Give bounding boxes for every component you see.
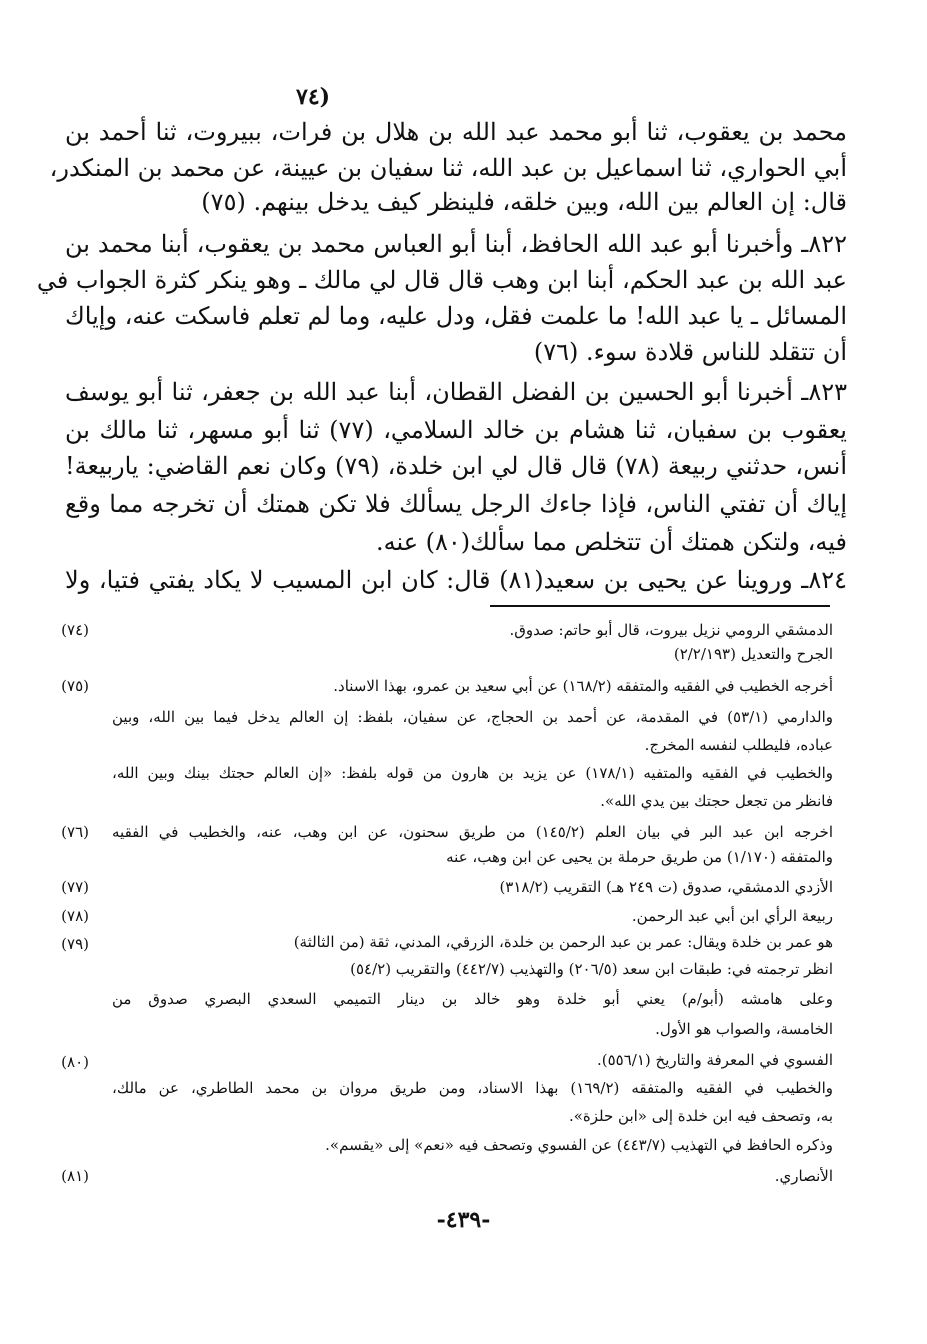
footnote-line: الدمشقي الرومي نزيل بيروت، قال أبو حاتم: صدوق. bbox=[509, 621, 833, 639]
text-line: محمد بن يعقوب، ثنا أبو محمد عبد الله بن هلال بن فرات، ببيروت، ثنا أحمد بن bbox=[65, 118, 847, 146]
page-marker: (٧٤ bbox=[296, 84, 331, 110]
text-line: عبد الله بن عبد الحكم، أبنا ابن وهب قال قال لي مالك ـ وهو ينكر كثرة الجواب في bbox=[36, 266, 847, 294]
text-line: ٨٢٤ـ وروينا عن يحيى بن سعيد(٨١) قال: كان ابن المسيب لا يكاد يفتي فتيا، ولا bbox=[65, 566, 847, 594]
footnote-divider bbox=[490, 605, 830, 607]
footnote-line: هو عمر بن خلدة ويقال: عمر بن عبد الرحمن بن خلدة، الزرقي، المدني، ثقة (من الثالثة) bbox=[293, 933, 833, 951]
footnote-line: وعلى هامشه (أبو/م) يعني أبو خلدة وهو خالد بن دينار التميمي السعدي البصري صدوق من bbox=[112, 990, 833, 1008]
footnote-number: (٧٦) bbox=[61, 823, 89, 841]
footnote-number: (٧٧) bbox=[61, 878, 89, 896]
footnote-line: الفسوي في المعرفة والتاريخ (٥٥٦/١). bbox=[596, 1051, 833, 1069]
footnote-line: والمتفقه (١/١٧٠) من طريق حرملة بن يحيى عن ابن وهب، عنه bbox=[446, 848, 833, 866]
footnote-line: به، وتصحف فيه ابن خلدة إلى «ابن حلزة». bbox=[568, 1107, 833, 1125]
footnote-line: اخرجه ابن عبد البر في بيان العلم (١٤٥/٢) من طريق سحنون، عن ابن وهب، عنه، والخطيب في الفقيه bbox=[112, 823, 833, 841]
footnote-number: (٧٤) bbox=[61, 621, 89, 639]
footnote-line: والخطيب في الفقيه والمتفقه (١٦٩/٢) بهذا الاسناد، ومن طريق مروان بن محمد الطاطري، عن مالك، bbox=[112, 1079, 834, 1097]
footnote-line: انظر ترجمته في: طبقات ابن سعد (٢٠٦/٥) والتهذيب (٤٤٢/٧) والتقريب (٥٤/٢) bbox=[350, 960, 833, 978]
footnote-number: (٧٥) bbox=[61, 677, 89, 695]
footnote-line: عباده، فليطلب لنفسه المخرج. bbox=[644, 736, 833, 754]
footnote-line: والخطيب في الفقيه والمتفيه (١٧٨/١) عن يزيد بن هارون من قوله بلفظ: «إن العالم حجتك بينك وبين الله، bbox=[112, 764, 833, 782]
text-line: ٨٢٣ـ أخبرنا أبو الحسين بن الفضل القطان، أبنا عبد الله بن جعفر، ثنا أبو يوسف bbox=[65, 378, 847, 406]
footnote-number: (٧٨) bbox=[61, 907, 89, 925]
footnote-number: (٧٩) bbox=[61, 935, 89, 953]
footnote-line: فانظر من تجعل حجتك بين يدي الله». bbox=[600, 792, 833, 810]
text-line: يعقوب بن سفيان، ثنا هشام بن خالد السلامي، (٧٧) ثنا أبو مسهر، ثنا مالك بن bbox=[65, 416, 847, 444]
text-line: فيه، ولتكن همتك أن تتخلص مما سألك(٨٠) عنه. bbox=[375, 528, 847, 556]
page-number: -٤٣٩- bbox=[436, 1207, 491, 1233]
footnote-line: وذكره الحافظ في التهذيب (٤٤٣/٧) عن الفسوي وتصحف فيه «نعم» إلى «يقسم». bbox=[325, 1136, 833, 1154]
text-line: ٨٢٢ـ وأخبرنا أبو عبد الله الحافظ، أبنا أبو العباس محمد بن يعقوب، أبنا محمد بن bbox=[65, 230, 847, 258]
footnote-number: (٨١) bbox=[61, 1167, 89, 1185]
footnote-line: الجرح والتعديل (٢/٢/١٩٣) bbox=[673, 645, 833, 663]
footnote-number: (٨٠) bbox=[61, 1053, 89, 1071]
text-line: أبي الحواري، ثنا اسماعيل بن عبد الله، ثنا سفيان بن عيينة، عن محمد بن المنكدر، bbox=[49, 154, 847, 182]
text-line: أن تتقلد للناس قلادة سوء. (٧٦) bbox=[533, 338, 847, 366]
text-line: قال: إن العالم بين الله، وبين خلقه، فلينظر كيف يدخل بينهم. (٧٥) bbox=[201, 188, 847, 216]
footnote-line: الأنصاري. bbox=[774, 1167, 833, 1185]
text-line: أنس، حدثني ربيعة (٧٨) قال قال لي ابن خلدة، (٧٩) وكان نعم القاضي: ياربيعة! bbox=[65, 452, 848, 480]
footnote-line: الخامسة، والصواب هو الأول. bbox=[655, 1020, 833, 1038]
footnote-line: أخرجه الخطيب في الفقيه والمتفقه (١٦٨/٢) عن أبي سعيد بن عمرو، بهذا الاسناد. bbox=[333, 677, 833, 695]
footnote-line: والدارمي (٥٣/١) في المقدمة، عن أحمد بن الحجاج، عن سفيان، بلفظ: إن العالم يدخل فيما بين الله، وبين bbox=[112, 708, 833, 726]
text-line: المسائل ـ يا عبد الله! ما علمت فقل، ودل عليه، وما لم تعلم فاسكت عنه، وإياك bbox=[65, 302, 847, 330]
footnote-line: الأزدي الدمشقي، صدوق (ت ٢٤٩ هـ) التقريب (٣١٨/٢) bbox=[499, 878, 833, 896]
text-line: إياك أن تفتي الناس، فإذا جاءك الرجل يسألك فلا تكن همتك أن تخرجه مما وقع bbox=[65, 490, 847, 518]
footnote-line: ربيعة الرأي ابن أبي عبد الرحمن. bbox=[631, 907, 833, 925]
